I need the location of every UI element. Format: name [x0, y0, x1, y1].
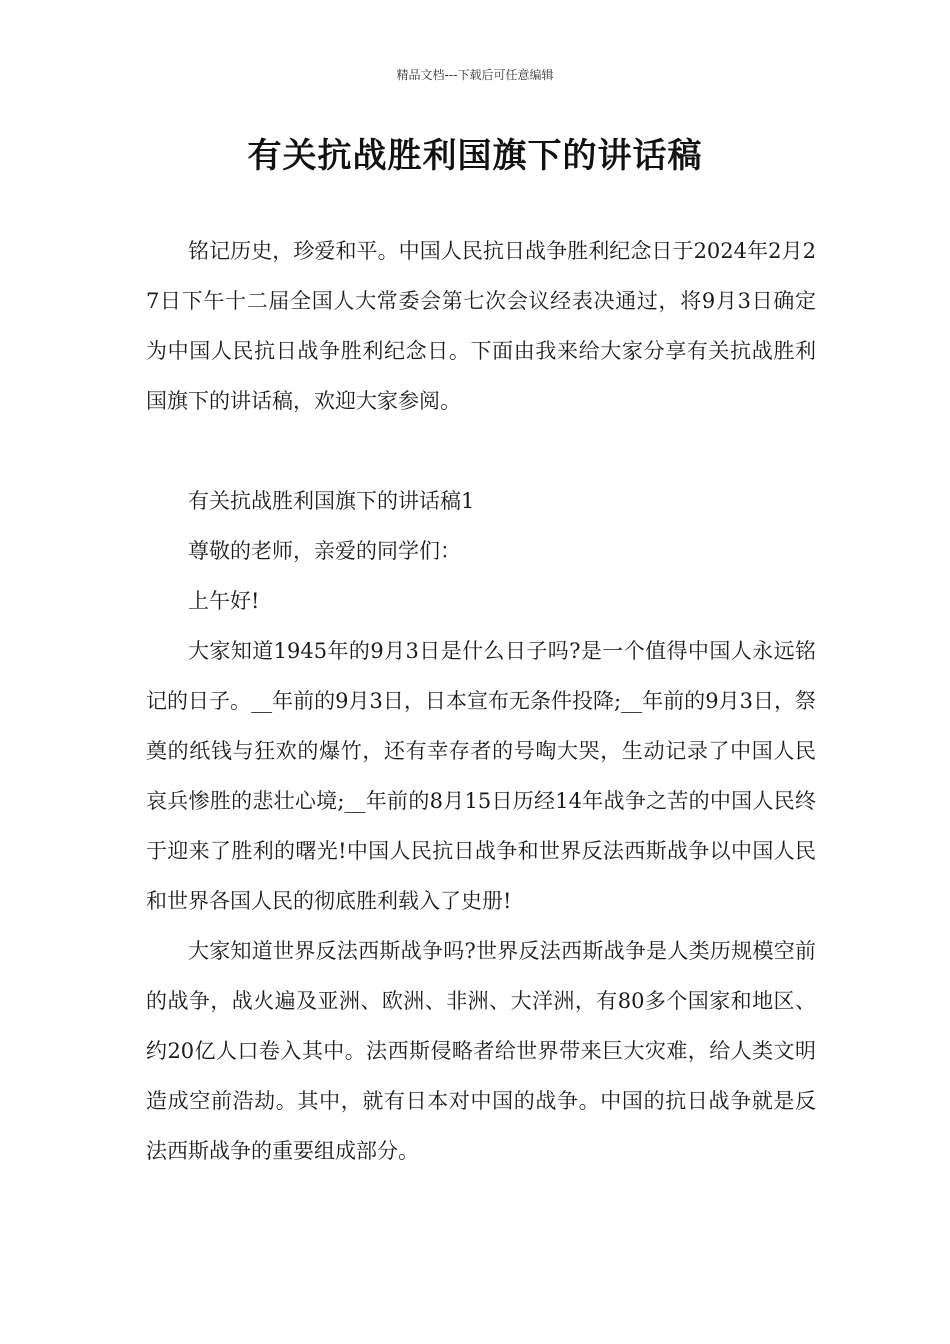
- section-heading: 有关抗战胜利国旗下的讲话稿1: [188, 489, 475, 513]
- document-title: 有关抗战胜利国旗下的讲话稿: [247, 136, 703, 176]
- greeting: 上午好!: [188, 589, 260, 613]
- intro-paragraph: 铭记历史，珍爱和平。中国人民抗日战争胜利纪念日于2024年2月27日下午十二届全国人大常委会第七次会议经表决通过，将9月3日确定为中国人民抗日战争胜利纪念日。下面由我来给大家分享有关抗战胜利国旗下的讲话稿，欢迎大家参阅。: [146, 239, 816, 413]
- body-paragraph: 大家知道1945年的9月3日是什么日子吗?是一个值得中国人永远铭记的日子。__年前的9月3日，日本宣布无条件投降;__年前的9月3日，祭奠的纸钱与狂欢的爆竹，还有幸存者的号啕大哭，生动记录了中国人民哀兵惨胜的悲壮心境;__年前的8月15日历经14年战争之苦的中国人民终于迎来了胜利的曙光!中国人民抗日战争和世界反法西斯战争以中国人民和世界各国人民的彻底胜利载入了史册!: [146, 639, 816, 913]
- body-paragraph: 大家知道世界反法西斯战争吗?世界反法西斯战争是人类历规模空前的战争，战火遍及亚洲、欧洲、非洲、大洋洲，有80多个国家和地区、约20亿人口卷入其中。法西斯侵略者给世界带来巨大灾难，给人类文明造成空前浩劫。其中，就有日本对中国的战争。中国的抗日战争就是反法西斯战争的重要组成部分。: [146, 939, 816, 1163]
- header-note: 精品文档---下载后可任意编辑: [396, 68, 554, 82]
- speech-section: [146, 476, 816, 1176]
- salutation: 尊敬的老师，亲爱的同学们：: [188, 539, 461, 563]
- intro-section: [146, 226, 816, 426]
